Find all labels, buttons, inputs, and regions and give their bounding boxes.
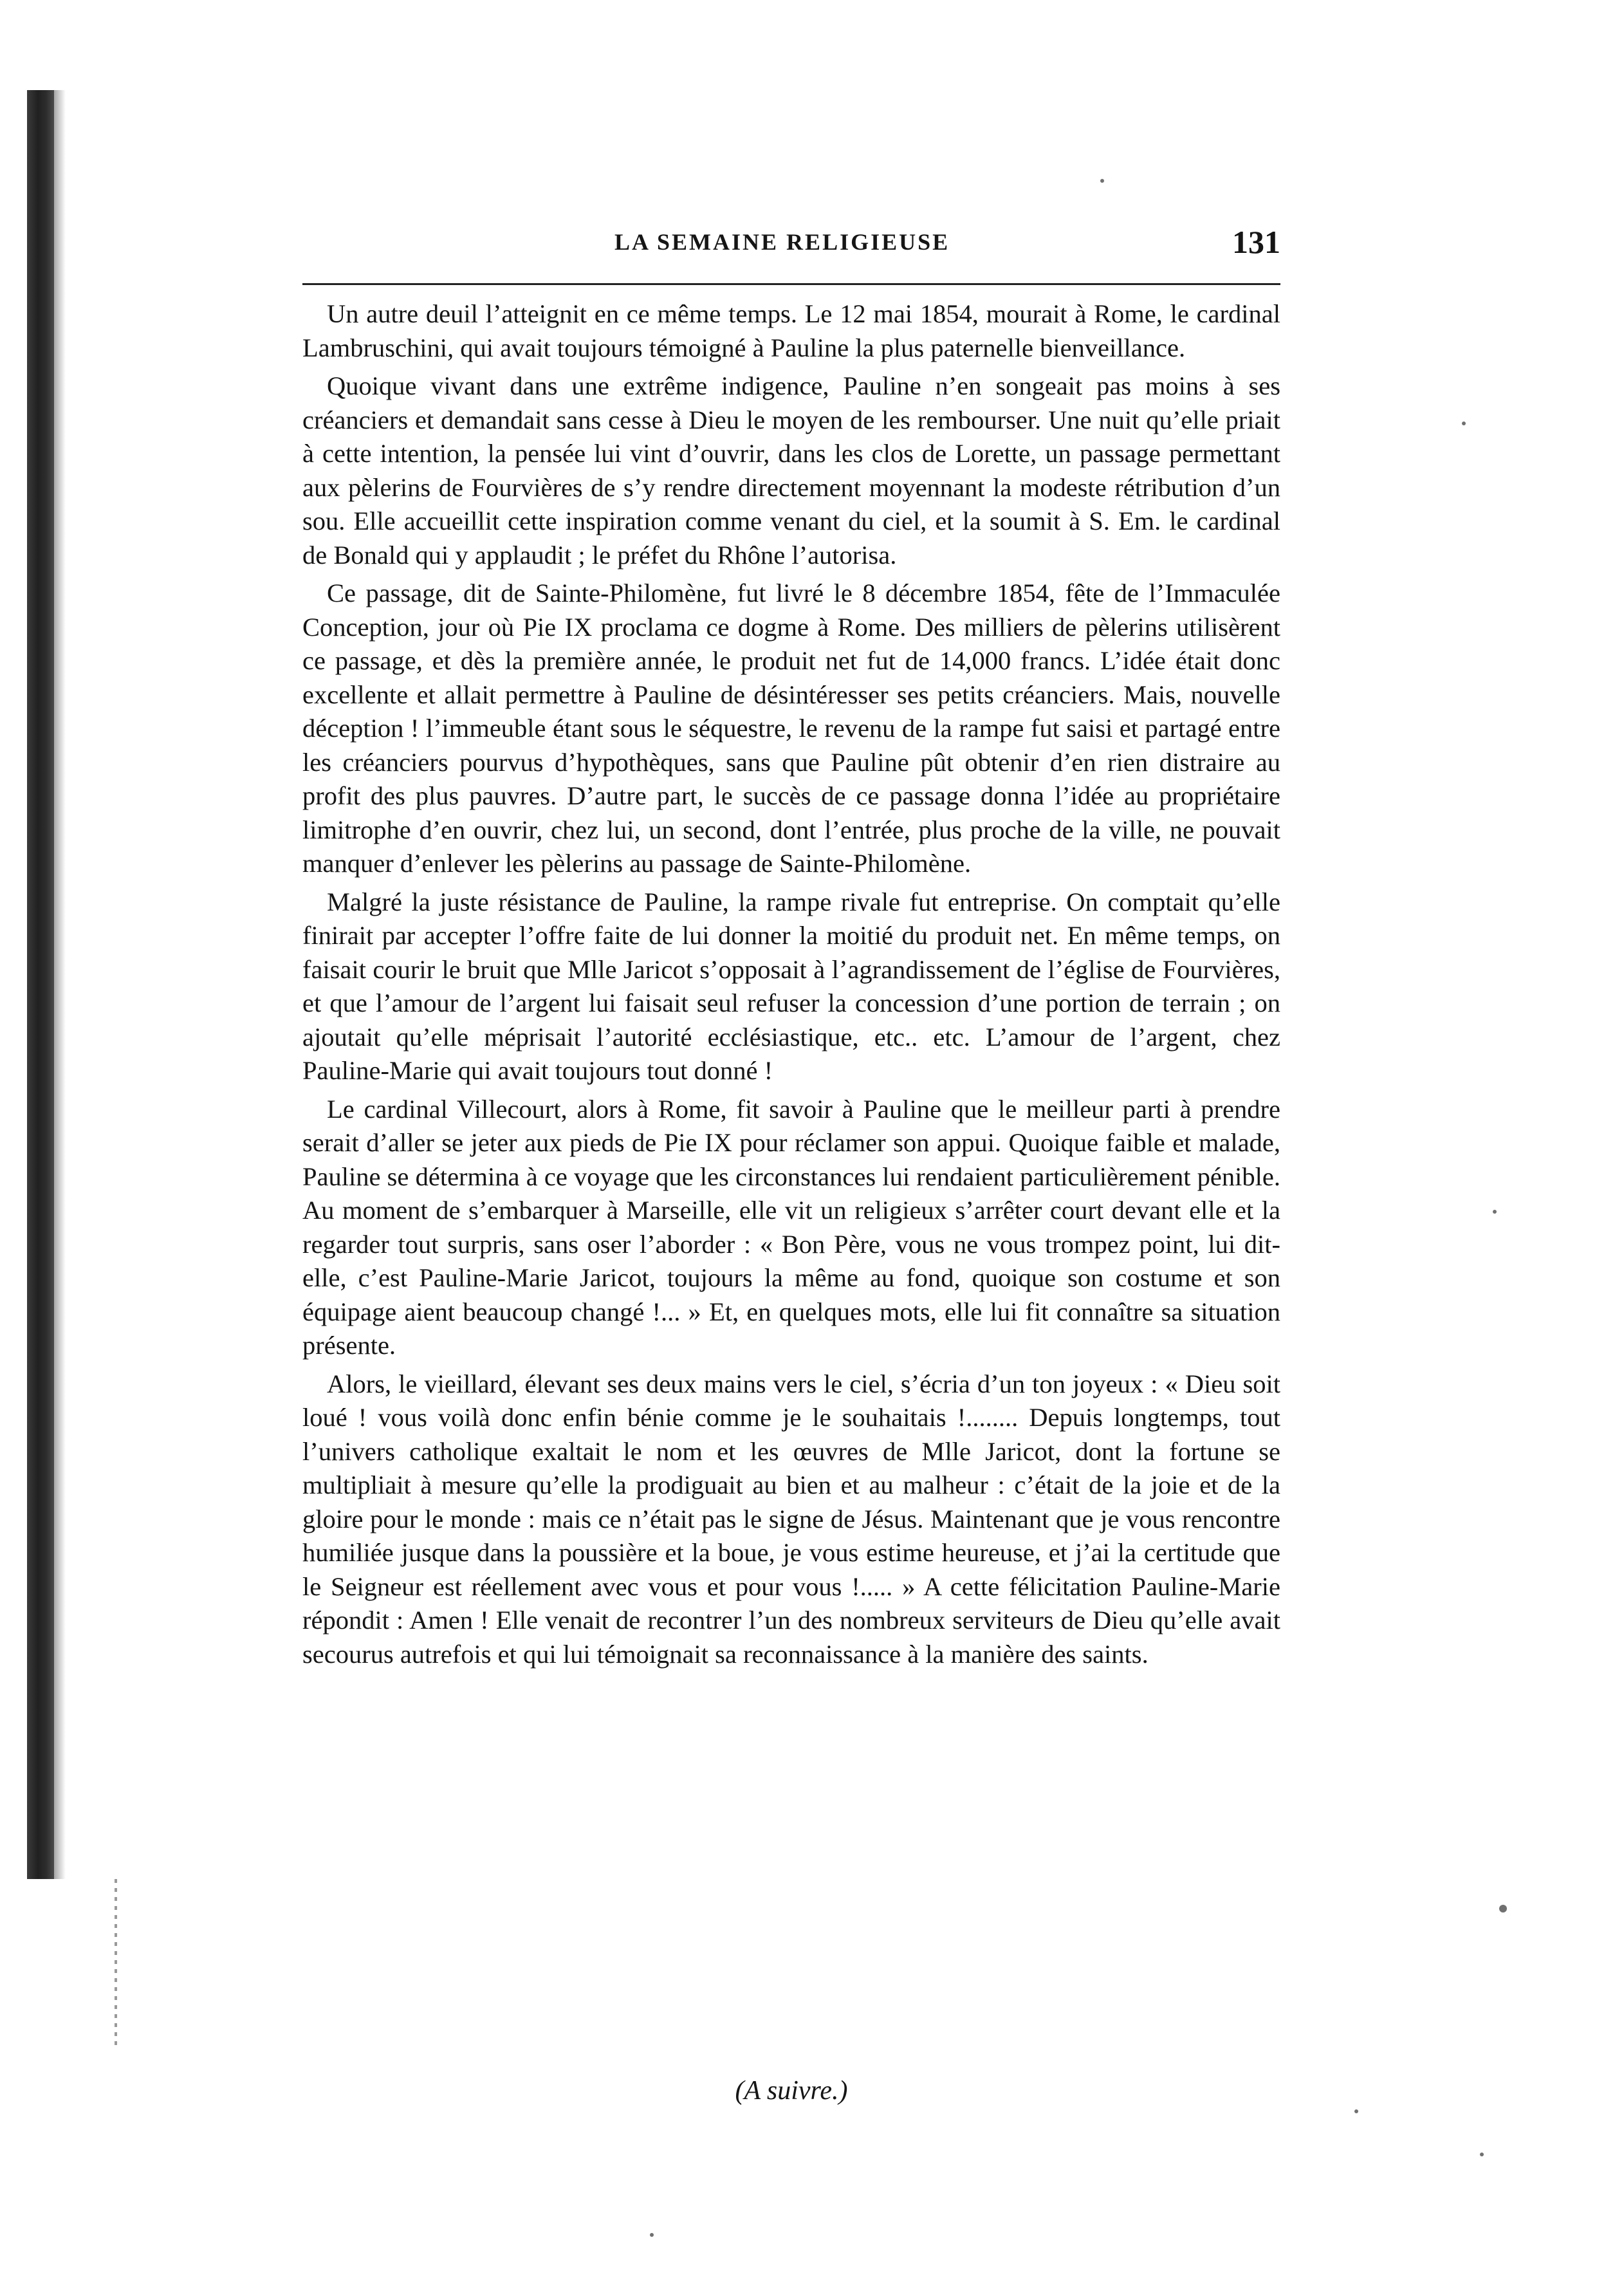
binding-shadow: [54, 90, 66, 1879]
scan-speck: [1480, 2153, 1484, 2156]
scan-speck: [1462, 421, 1466, 425]
paragraph: Alors, le vieillard, élevant ses deux mains vers le ciel, s’écria d’un ton joyeux : « Dieu soit loué ! vous voilà donc enfin bénie comme je le souhaitais !........ Depuis longtemps, tout l’univers catholique exaltait le nom et les œuvres de Mlle Jaricot, dont la fortune se multipliait à mesure qu’elle la prodiguait au bien et au malheur : c’était de la joie et de la gloire pour le monde : mais ce n’était pas le signe de Jésus. Maintenant que je vous rencontre humiliée jusque dans la poussière et la boue, je vous estime heureuse, et j’ai la certitude que le Seigneur est réellement avec vous et pour vous !..... » A cette félicitation Pauline-Marie répondit : Amen ! Elle venait de recontrer l’un des nombreux serviteurs de Dieu qu’elle avait secourus autrefois et qui lui témoignait sa reconnaissance à la manière des saints.: [302, 1369, 1280, 1669]
paragraph: Le cardinal Villecourt, alors à Rome, fit savoir à Pauline que le meilleur parti à prendre serait d’aller se jeter aux pieds de Pie IX pour réclamer son appui. Quoique faible et malade, Pauline se détermina à ce voyage que les circonstances lui rendaient particulièrement pénible. Au moment de s’embarquer à Marseille, elle vit un religieux s’arrêter court devant elle et la regarder tout surpris, sans oser l’aborder : « Bon Père, vous ne vous trompez point, lui dit-elle, c’est Pauline-Marie Jaricot, toujours la même au fond, quoique son costume et son équipage aient beaucoup changé !... » Et, en quelques mots, elle lui fit connaître sa situation présente.: [302, 1094, 1280, 1360]
paragraph: Quoique vivant dans une extrême indigence, Pauline n’en songeait pas moins à ses créanciers et demandait sans cesse à Dieu le moyen de les rembourser. Une nuit qu’elle priait à cette intention, la pensée lui vint d’ouvrir, dans les clos de Lorette, un passage permettant aux pèlerins de Fourvières de s’y rendre directement moyennant la modeste rétribution d’un sou. Elle accueillit cette inspiration comme venant du ciel, et la soumit à S. Em. le cardinal de Bonald qui y applaudit ; le préfet du Rhône l’autorisa.: [302, 371, 1280, 570]
paragraph: Ce passage, dit de Sainte-Philomène, fut livré le 8 décembre 1854, fête de l’Immaculée Conception, jour où Pie IX proclama ce dogme à Rome. Des milliers de pèlerins utilisèrent ce passage, et dès la première année, le produit net fut de 14,000 francs. L’idée était donc excellente et allait permettre à Pauline de désintéresser ses petits créanciers. Mais, nouvelle déception ! l’immeuble étant sous le séquestre, le revenu de la rampe fut saisi et partagé entre les créanciers pourvus d’hypothèques, sans que Pauline pût obtenir d’en rien distraire au profit des plus pauvres. D’autre part, le succès de ce passage donna l’idée au propriétaire limitrophe d’en ouvrir, chez lui, un second, dont l’entrée, plus proche de la ville, ne pouvait manquer d’enlever les pèlerins au passage de Sainte-Philomène.: [302, 579, 1280, 878]
article-body: [302, 297, 1280, 1676]
page-header: [302, 224, 1280, 273]
paragraph: Un autre deuil l’atteignit en ce même temps. Le 12 mai 1854, mourait à Rome, le cardinal Lambruschini, qui avait toujours témoigné à Pauline la plus paternelle bienveillance.: [302, 299, 1280, 362]
paragraph: Malgré la juste résistance de Pauline, la rampe rivale fut entreprise. On comptait qu’elle finirait par accepter l’offre faite de lui donner la moitié du produit net. En même temps, on faisait courir le bruit que Mlle Jaricot s’opposait à l’agrandissement de l’église de Fourvières, et que l’amour de l’argent lui faisait seul refuser la concession d’une portion de terrain ; on ajoutait qu’elle méprisait l’autorité ecclésiastique, etc.. etc. L’amour de l’argent, chez Pauline-Marie qui avait toujours tout donné !: [302, 887, 1280, 1085]
scan-speck: [1499, 1905, 1507, 1912]
page-number: 131: [1232, 224, 1280, 260]
scan-speck: [1493, 1210, 1497, 1214]
scan-speck: [1100, 179, 1104, 183]
binding-edge-marks: [115, 1879, 117, 2046]
scan-speck: [1354, 2109, 1358, 2113]
scan-speck: [650, 2233, 654, 2237]
header-rule: [302, 283, 1280, 285]
continued-note: (A suivre.): [735, 2076, 848, 2106]
binding-gutter: [27, 90, 54, 1879]
running-title: LA SEMAINE RELIGIEUSE: [614, 229, 950, 255]
